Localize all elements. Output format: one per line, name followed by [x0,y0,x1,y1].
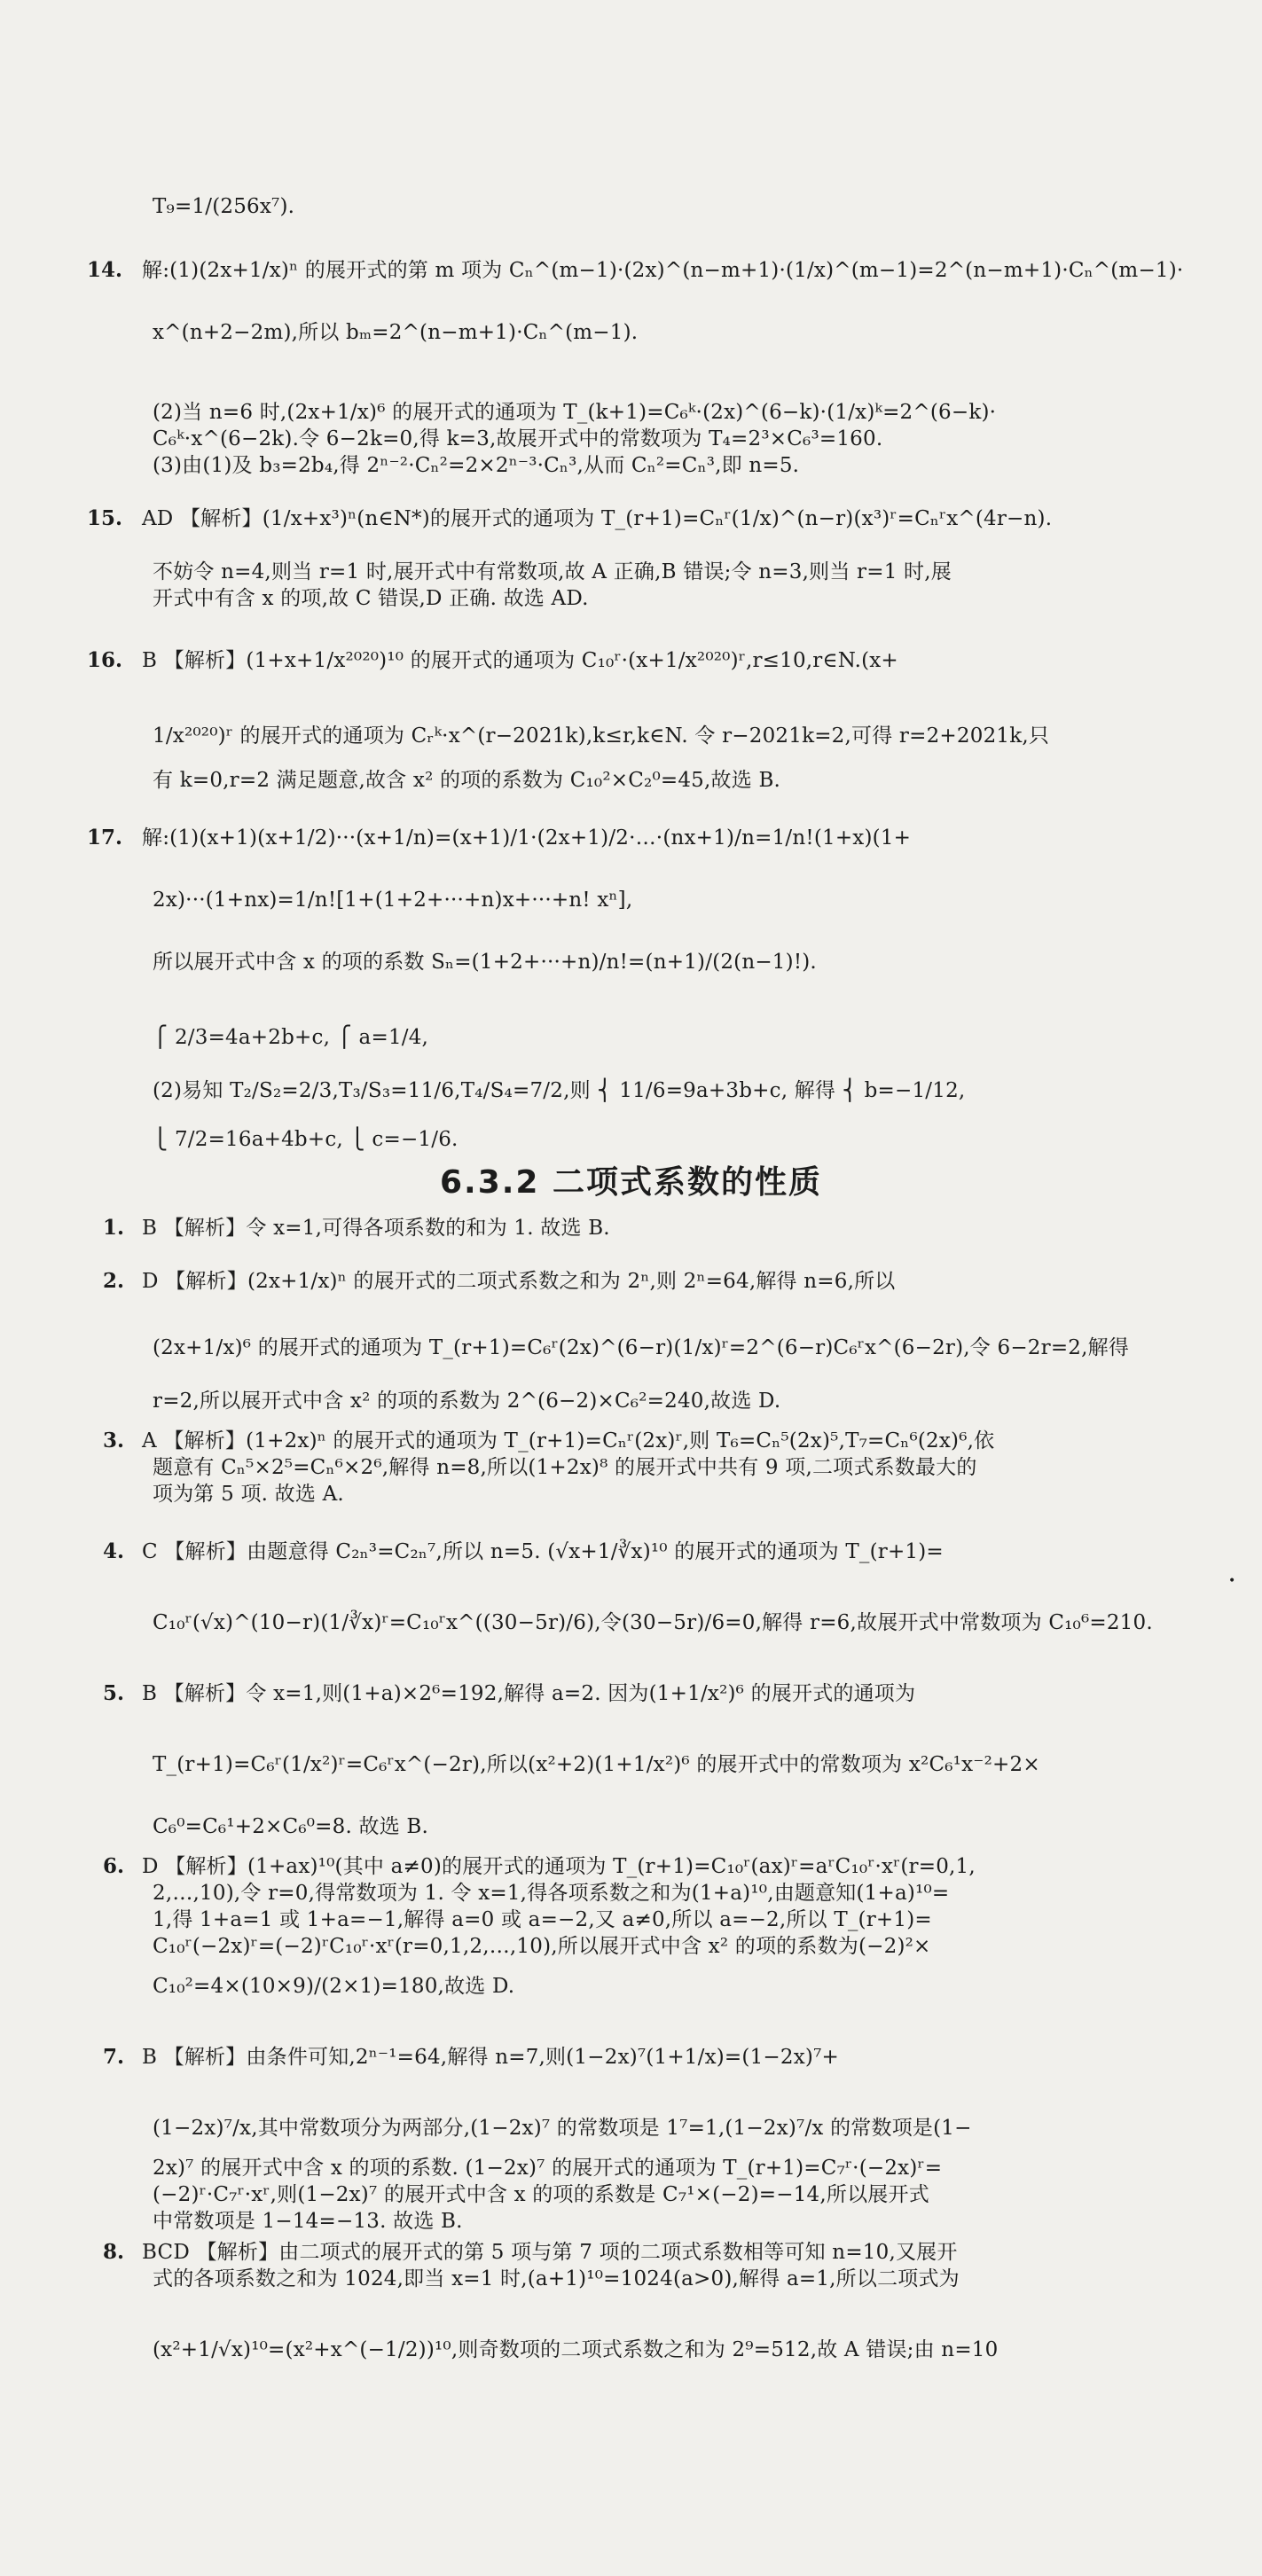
problem-number: 2. [103,1269,125,1293]
solution-line: 有 k=0,r=2 满足题意,故含 x² 的项的系数为 C₁₀²×C₂⁰=45,故选 B. [153,769,781,792]
solution-line: 2x)···(1+nx)=1/n![1+(1+2+···+n)x+···+n! xⁿ], [153,889,633,912]
solution-line: (x²+1/√x)¹⁰=(x²+x^(−1/2))¹⁰,则奇数项的二项式系数之和为 2⁹=512,故 A 错误;由 n=10 [153,2338,999,2361]
solution-line: C₆⁰=C₆¹+2×C₆⁰=8. 故选 B. [153,1815,429,1838]
solution-line: C 【解析】由题意得 C₂ₙ³=C₂ₙ⁷,所以 n=5. (√x+1/∛x)¹⁰ 的展开式的通项为 T_(r+1)= [142,1540,944,1563]
solution-line: 1,得 1+a=1 或 1+a=−1,解得 a=0 或 a=−2,又 a≠0,所以 a=−2,所以 T_(r+1)= [153,1908,932,1931]
solution-line: 解:(1)(2x+1/x)ⁿ 的展开式的第 m 项为 Cₙ^(m−1)·(2x)^(n−m+1)·(1/x)^(m−1)=2^(n−m+1)·Cₙ^(m−1)· [142,259,1184,282]
solution-line: A 【解析】(1+2x)ⁿ 的展开式的通项为 T_(r+1)=Cₙʳ(2x)ʳ,则 T₆=Cₙ⁵(2x)⁵,T₇=Cₙ⁶(2x)⁶,依 [142,1429,995,1452]
solution-line: B 【解析】由条件可知,2ⁿ⁻¹=64,解得 n=7,则(1−2x)⁷(1+1/x)=(1−2x)⁷+ [142,2046,839,2069]
solution-line: 解:(1)(x+1)(x+1/2)···(x+1/n)=(x+1)/1·(2x+1)/2·…·(nx+1)/n=1/n!(1+x)(1+ [142,826,912,850]
problem-number: 8. [103,2240,125,2264]
problem-number: 1. [103,1216,125,1240]
solution-line: C₆ᵏ·x^(6−2k).令 6−2k=0,得 k=3,故展开式中的常数项为 T₄=2³×C₆³=160. [153,427,883,450]
section-heading: 6.3.2 二项式系数的性质 [439,1164,823,1201]
problem-number: 6. [103,1854,125,1878]
solution-line: 1/x²⁰²⁰)ʳ 的展开式的通项为 Cᵣᵏ·x^(r−2021k),k≤r,k∈N. 令 r−2021k=2,可得 r=2+2021k,只 [153,724,1050,748]
solution-line: 中常数项是 1−14=−13. 故选 B. [153,2210,463,2233]
solution-line: (3)由(1)及 b₃=2b₄,得 2ⁿ⁻²·Cₙ²=2×2ⁿ⁻³·Cₙ³,从而 Cₙ²=Cₙ³,即 n=5. [153,454,800,477]
problem-number: 5. [103,1681,125,1705]
solution-line: r=2,所以展开式中含 x² 的项的系数为 2^(6−2)×C₆²=240,故选 D. [153,1390,781,1413]
edge-mark: • [1228,1574,1236,1588]
solution-line: ⎧ 2/3=4a+2b+c, ⎧ a=1/4, [153,1026,429,1049]
solution-line: 项为第 5 项. 故选 A. [153,1483,344,1506]
solution-line: (2x+1/x)⁶ 的展开式的通项为 T_(r+1)=C₆ʳ(2x)^(6−r)(1/x)ʳ=2^(6−r)C₆ʳx^(6−2r),令 6−2r=2,解得 [153,1336,1130,1359]
solution-line: ⎩ 7/2=16a+4b+c, ⎩ c=−1/6. [153,1128,459,1151]
problem-number: 7. [103,2045,125,2069]
solution-line: (2)当 n=6 时,(2x+1/x)⁶ 的展开式的通项为 T_(k+1)=C₆ᵏ·(2x)^(6−k)·(1/x)ᵏ=2^(6−k)· [153,401,997,424]
problem-number: 4. [103,1539,125,1563]
solution-line: BCD 【解析】由二项式的展开式的第 5 项与第 7 项的二项式系数相等可知 n=10,又展开 [142,2241,958,2264]
solution-line: 开式中有含 x 的项,故 C 错误,D 正确. 故选 AD. [153,587,589,610]
solution-line: (−2)ʳ·C₇ʳ·xʳ,则(1−2x)⁷ 的展开式中含 x 的项的系数是 C₇¹×(−2)=−14,所以展开式 [153,2183,929,2206]
solution-line: 题意有 Cₙ⁵×2⁵=Cₙ⁶×2⁶,解得 n=8,所以(1+2x)⁸ 的展开式中共有 9 项,二项式系数最大的 [153,1456,977,1479]
solution-line: D 【解析】(1+ax)¹⁰(其中 a≠0)的展开式的通项为 T_(r+1)=C₁₀ʳ(ax)ʳ=aʳC₁₀ʳ·xʳ(r=0,1, [142,1855,976,1878]
solution-line: 2x)⁷ 的展开式中含 x 的项的系数. (1−2x)⁷ 的展开式的通项为 T_(r+1)=C₇ʳ·(−2x)ʳ= [153,2157,943,2180]
solution-line: x^(n+2−2m),所以 bₘ=2^(n−m+1)·Cₙ^(m−1). [153,321,639,344]
solution-line: 所以展开式中含 x 的项的系数 Sₙ=(1+2+···+n)/n!=(n+1)/(2(n−1)!). [153,951,817,974]
problem-number: 16. [87,648,123,672]
solution-line: AD 【解析】(1/x+x³)ⁿ(n∈N*)的展开式的通项为 T_(r+1)=Cₙʳ(1/x)^(n−r)(x³)ʳ=Cₙʳx^(4r−n). [142,507,1053,530]
problem-number: 15. [87,506,123,530]
solution-line: B 【解析】令 x=1,则(1+a)×2⁶=192,解得 a=2. 因为(1+1/x²)⁶ 的展开式的通项为 [142,1682,916,1705]
solution-line: D 【解析】(2x+1/x)ⁿ 的展开式的二项式系数之和为 2ⁿ,则 2ⁿ=64,解得 n=6,所以 [142,1270,896,1293]
solution-line: (2)易知 T₂/S₂=2/3,T₃/S₃=11/6,T₄/S₄=7/2,则 ⎨ 11/6=9a+3b+c, 解得 ⎨ b=−1/12, [153,1079,966,1102]
problem-number: 3. [103,1429,125,1452]
solution-line: C₁₀ʳ(−2x)ʳ=(−2)ʳC₁₀ʳ·xʳ(r=0,1,2,…,10),所以展开式中含 x² 的项的系数为(−2)²× [153,1935,931,1958]
solution-line: C₁₀ʳ(√x)^(10−r)(1/∛x)ʳ=C₁₀ʳx^((30−5r)/6),令(30−5r)/6=0,解得 r=6,故展开式中常数项为 C₁₀⁶=210. [153,1611,1153,1634]
problem-number: 17. [87,826,123,850]
solution-line: B 【解析】(1+x+1/x²⁰²⁰)¹⁰ 的展开式的通项为 C₁₀ʳ·(x+1/x²⁰²⁰)ʳ,r≤10,r∈N.(x+ [142,649,898,672]
solution-line: 不妨令 n=4,则当 r=1 时,展开式中有常数项,故 A 正确,B 错误;令 n=3,则当 r=1 时,展 [153,560,952,583]
problem-number: 14. [87,258,123,282]
solution-line: C₁₀²=4×(10×9)/(2×1)=180,故选 D. [153,1975,515,1998]
solution-line: 式的各项系数之和为 1024,即当 x=1 时,(a+1)¹⁰=1024(a>0),解得 a=1,所以二项式为 [153,2267,960,2290]
solution-line: T₉=1/(256x⁷). [153,195,295,218]
solution-line: B 【解析】令 x=1,可得各项系数的和为 1. 故选 B. [142,1217,610,1240]
solution-line: (1−2x)⁷/x,其中常数项分为两部分,(1−2x)⁷ 的常数项是 1⁷=1,(1−2x)⁷/x 的常数项是(1− [153,2117,972,2140]
solution-line: T_(r+1)=C₆ʳ(1/x²)ʳ=C₆ʳx^(−2r),所以(x²+2)(1+1/x²)⁶ 的展开式中的常数项为 x²C₆¹x⁻²+2× [153,1753,1040,1776]
solution-line: 2,…,10),令 r=0,得常数项为 1. 令 x=1,得各项系数之和为(1+a)¹⁰,由题意知(1+a)¹⁰= [153,1882,950,1905]
